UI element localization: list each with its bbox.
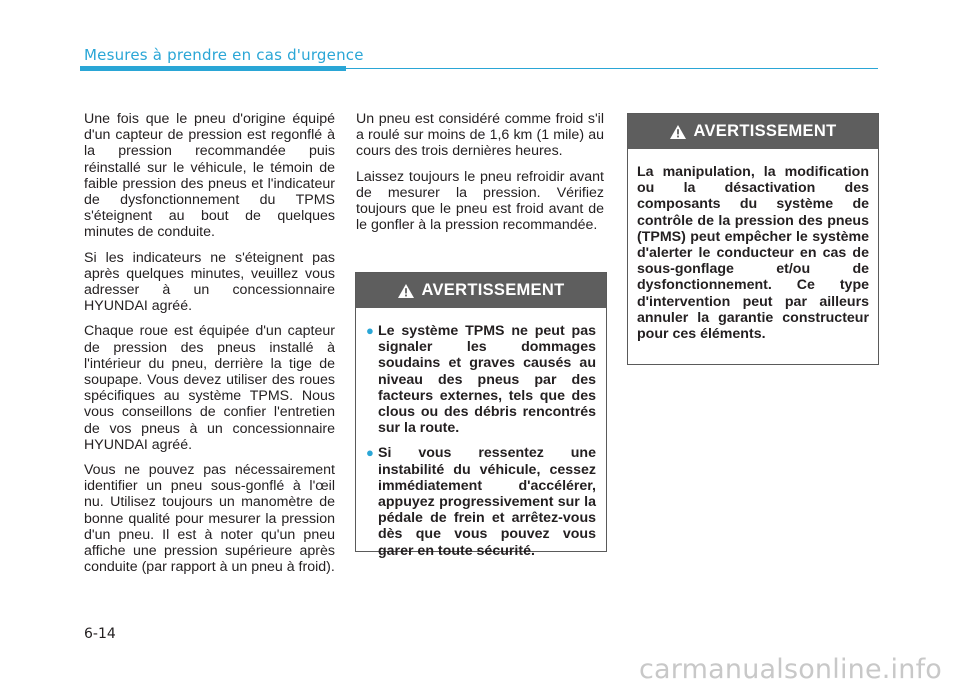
paragraph: Si les indicateurs ne s'éteignent pas après quelques minutes, veuillez vous adresser à un concessionnaire HYUNDAI agréé. xyxy=(84,249,335,315)
warning-header xyxy=(356,273,606,308)
paragraph: Chaque roue est équipée d'un capteur de pression des pneus installé à l'intérieur du pneu, derrière la tige de soupape. Vous devez utiliser des roues spécifiques au système TPMS. Nous vous conseillons de confier l'entretien de vos pneus à un concessionnaire HYUNDAI agréé. xyxy=(84,323,335,453)
warning-box-tpms-tampering xyxy=(627,113,879,365)
warning-triangle-icon xyxy=(398,284,414,298)
paragraph: Une fois que le pneu d'origine équipé d'un capteur de pression est regonflé à la pression recommandée puis réinstallé sur le véhicule, le témoin de faible pression des pneus et l'indicateur de dysfonctionnement du TPMS s'éteignent au bout de quelques minutes de conduite. xyxy=(84,111,335,241)
warning-body xyxy=(356,308,606,578)
list-item-text: Si vous ressentez une instabilité du véhicule, cessez immédiatement d'accélérer, appuyez progressivement sur la pédale de frein et arrêtez-vous dès que vous pouvez vous garer en toute sécurité. xyxy=(378,445,596,559)
text-column-left xyxy=(84,111,335,584)
page-number: 6-14 xyxy=(84,626,116,642)
warning-body: La manipulation, la modification ou la désactivation des composants du système de contrôle de la pression des pneus (TPMS) peut empêcher le système d'alerter le conducteur en cas de sous-gonflage et/ou de dysfonctionnement. Ce type d'intervention peut par ailleurs annuler la garantie constructeur pour ces éléments. xyxy=(637,164,869,343)
paragraph: Un pneu est considéré comme froid s'il a roulé sur moins de 1,6 km (1 mile) au cours des trois dernières heures. xyxy=(356,111,604,160)
warning-header xyxy=(628,114,878,149)
bullet-icon: ● xyxy=(366,323,374,338)
paragraph: Vous ne pouvez pas nécessairement identifier un pneu sous-gonflé à l'œil nu. Utilisez toujours un manomètre de bonne qualité pour mesurer la pression d'un pneu. Il est à noter qu'un pneu affiche une pression supérieure après conduite (par rapport à un pneu à froid). xyxy=(84,462,335,576)
list-item xyxy=(366,445,596,558)
list-item-text: Le système TPMS ne peut pas signaler les dommages soudains et graves causés au niveau des pneus par des facteurs externes, tels que des clous ou des débris rencontrés sur la route. xyxy=(378,323,596,437)
warning-title: AVERTISSEMENT xyxy=(693,122,837,140)
warning-triangle-icon xyxy=(670,125,686,139)
list-item xyxy=(366,323,596,436)
bullet-icon: ● xyxy=(366,445,374,461)
section-header-title: Mesures à prendre en cas d'urgence xyxy=(84,46,364,64)
paragraph: Laissez toujours le pneu refroidir avant de mesurer la pression. Vérifiez toujours que le pneu est froid avant de le gonfler à la pression recommandée. xyxy=(356,168,604,234)
warning-title: AVERTISSEMENT xyxy=(421,281,565,299)
watermark: carmanualsonline.info xyxy=(639,654,942,685)
warning-box-tpms-limits xyxy=(355,272,607,559)
section-header-rule xyxy=(346,68,878,69)
section-header-bar xyxy=(80,66,346,71)
text-column-middle xyxy=(356,111,604,242)
